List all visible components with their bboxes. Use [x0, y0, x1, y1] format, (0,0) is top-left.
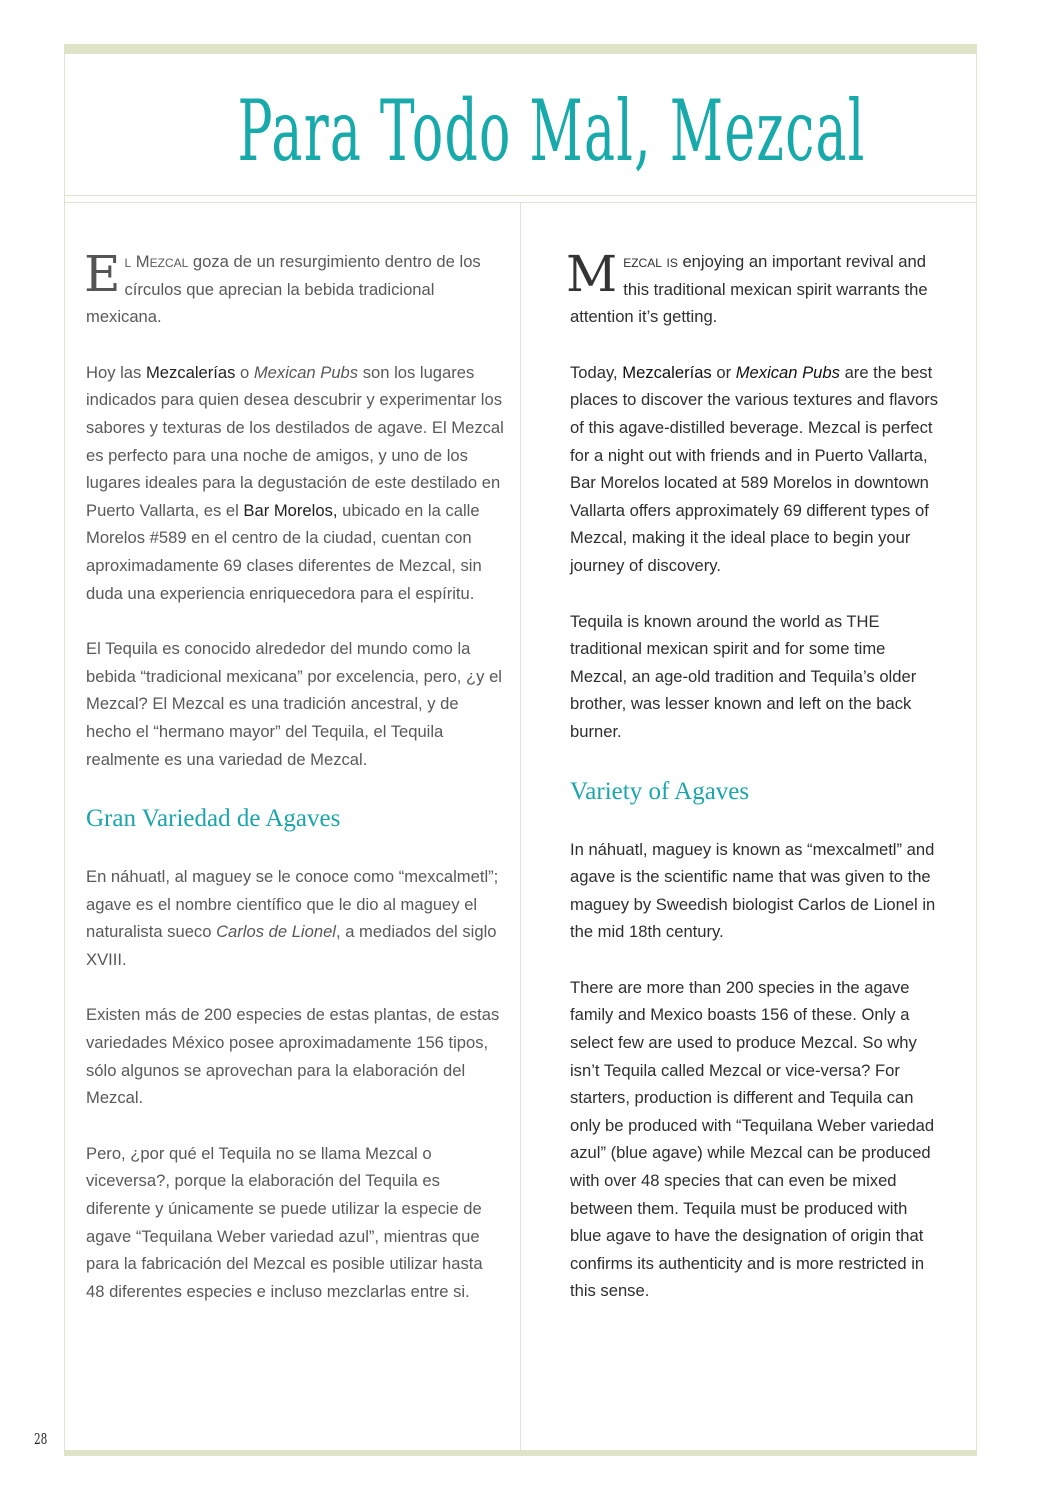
en-paragraph-tequila: Tequila is known around the world as THE traditional mexican spirit and for some time Mezcal, an age-old tradition and Tequila’s older brother, was lesser known and left on the back burner.	[570, 611, 917, 741]
top-border-bar	[64, 44, 977, 54]
es-paragraph-pubs: Hoy las Mezcalerías o Mexican Pubs son los lugares indicados para quien desea descubrir y experimentar los sabores y texturas de los destilados de agave. El Mezcal es perfecto para una noche de amigos, y uno de los lugares ideales para la degustación de este destilado en Puerto Vallarta, es el Bar Morelos, ubicado en la calle Morelos #589 en el centro de la ciudad, cuentan con aproximadamente 69 clases diferentes de Mezcal, sin duda una experiencia enriquecedora para el espíritu.	[86, 362, 504, 603]
page-title: Para Todo Mal, Mezcal	[237, 82, 866, 180]
en-section-heading: Variety of Agaves	[570, 777, 750, 805]
en-drop-cap: M	[566, 245, 618, 303]
en-lead-paragraph: Mezcal is enjoying an important revival and this traditional mexican spirit warrants the attention it’s getting.	[566, 245, 928, 327]
english-column	[566, 245, 942, 1333]
es-paragraph-species: Existen más de 200 especies de estas plantas, de estas variedades México posee aproximadamente 156 tipos, sólo algunos se aprovechan para la elaboración del Mezcal.	[86, 1005, 500, 1108]
es-lead-paragraph: El Mezcal goza de un resurgimiento dentro de los círculos que aprecian la bebida tradicional mexicana.	[84, 245, 481, 327]
es-paragraph-why: Pero, ¿por qué el Tequila no se llama Mezcal o viceversa?, porque la elaboración del Tequila es diferente y únicamente se puede utilizar la especie de agave “Tequilana Weber variedad azul”, mientras que para la fabricación del Mezcal es posible utilizar hasta 48 diferentes especies e incluso mezclarlas entre si.	[86, 1143, 483, 1301]
en-paragraph-nahuatl: In náhuatl, maguey is known as “mexcalmetl” and agave is the scientific name that was given to the maguey by Sweedish biologist Carlos de Lionel in the mid 18th century.	[570, 839, 936, 942]
en-paragraph-species: There are more than 200 species in the agave family and Mexico boasts 156 of these. Only a select few are used to produce Mezcal. So why isn’t Tequila called Mezcal or vice-versa? For starters, production is different and Tequila can only be produced with “Tequilana Weber variedad azul” (blue agave) while Mezcal can be produced with over 48 species that can even be mixed between them. Tequila must be produced with blue agave to have the designation of origin that confirms its authenticity and is more restricted in this sense.	[570, 977, 935, 1301]
column-divider	[520, 203, 521, 1450]
es-paragraph-tequila: El Tequila es conocido alrededor del mundo como la bebida “tradicional mexicana” por excelencia, pero, ¿y el Mezcal? El Mezcal es una tradición ancestral, y de hecho el “hermano mayor” del Tequila, el Tequila realmente es una variedad de Mezcal.	[86, 639, 502, 769]
spanish-column	[84, 245, 504, 1333]
bottom-border-bar	[64, 1450, 977, 1456]
en-paragraph-pubs: Today, Mezcalerías or Mexican Pubs are the best places to discover the various textures and flavors of this agave-distilled beverage. Mezcal is perfect for a night out with friends and in Puerto Vallarta, Bar Morelos located at 589 Morelos in downtown Vallarta offers approximately 69 different types of Mezcal, making it the ideal place to begin your journey of discovery.	[570, 362, 939, 575]
es-drop-cap: E	[84, 245, 121, 303]
es-section-heading: Gran Variedad de Agaves	[86, 805, 341, 833]
es-paragraph-nahuatl: En náhuatl, al maguey se le conoce como “mexcalmetl”; agave es el nombre científico que le dio al maguey el naturalista sueco Carlos de Lionel, a mediados del siglo XVIII.	[86, 867, 499, 969]
page-number: 28	[34, 1430, 48, 1448]
title-rule-upper	[64, 195, 977, 196]
